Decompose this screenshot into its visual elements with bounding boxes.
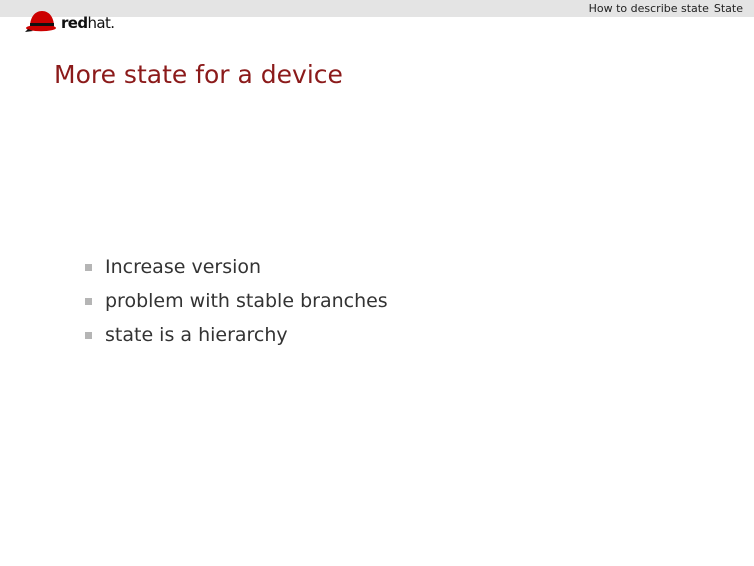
bullet-text: problem with stable branches	[105, 290, 388, 312]
bullet-item	[85, 284, 388, 318]
bullet-item	[85, 250, 388, 284]
bullet-list	[85, 250, 388, 352]
redhat-logo	[24, 9, 114, 33]
logo-wordmark-regular: hat.	[87, 14, 115, 32]
bullet-square-icon	[85, 298, 92, 305]
bullet-item	[85, 318, 388, 352]
slide-title: More state for a device	[54, 60, 343, 89]
header-subsection: State	[713, 2, 743, 15]
bullet-text: state is a hierarchy	[105, 324, 288, 346]
bullet-square-icon	[85, 332, 92, 339]
bullet-square-icon	[85, 264, 92, 271]
logo-wordmark	[61, 14, 114, 32]
header-section: How to describe state	[588, 2, 709, 15]
logo-wordmark-bold: red	[61, 14, 88, 32]
shadowman-hat-icon	[24, 9, 60, 33]
bullet-text: Increase version	[105, 256, 262, 278]
header-breadcrumb	[589, 2, 743, 15]
